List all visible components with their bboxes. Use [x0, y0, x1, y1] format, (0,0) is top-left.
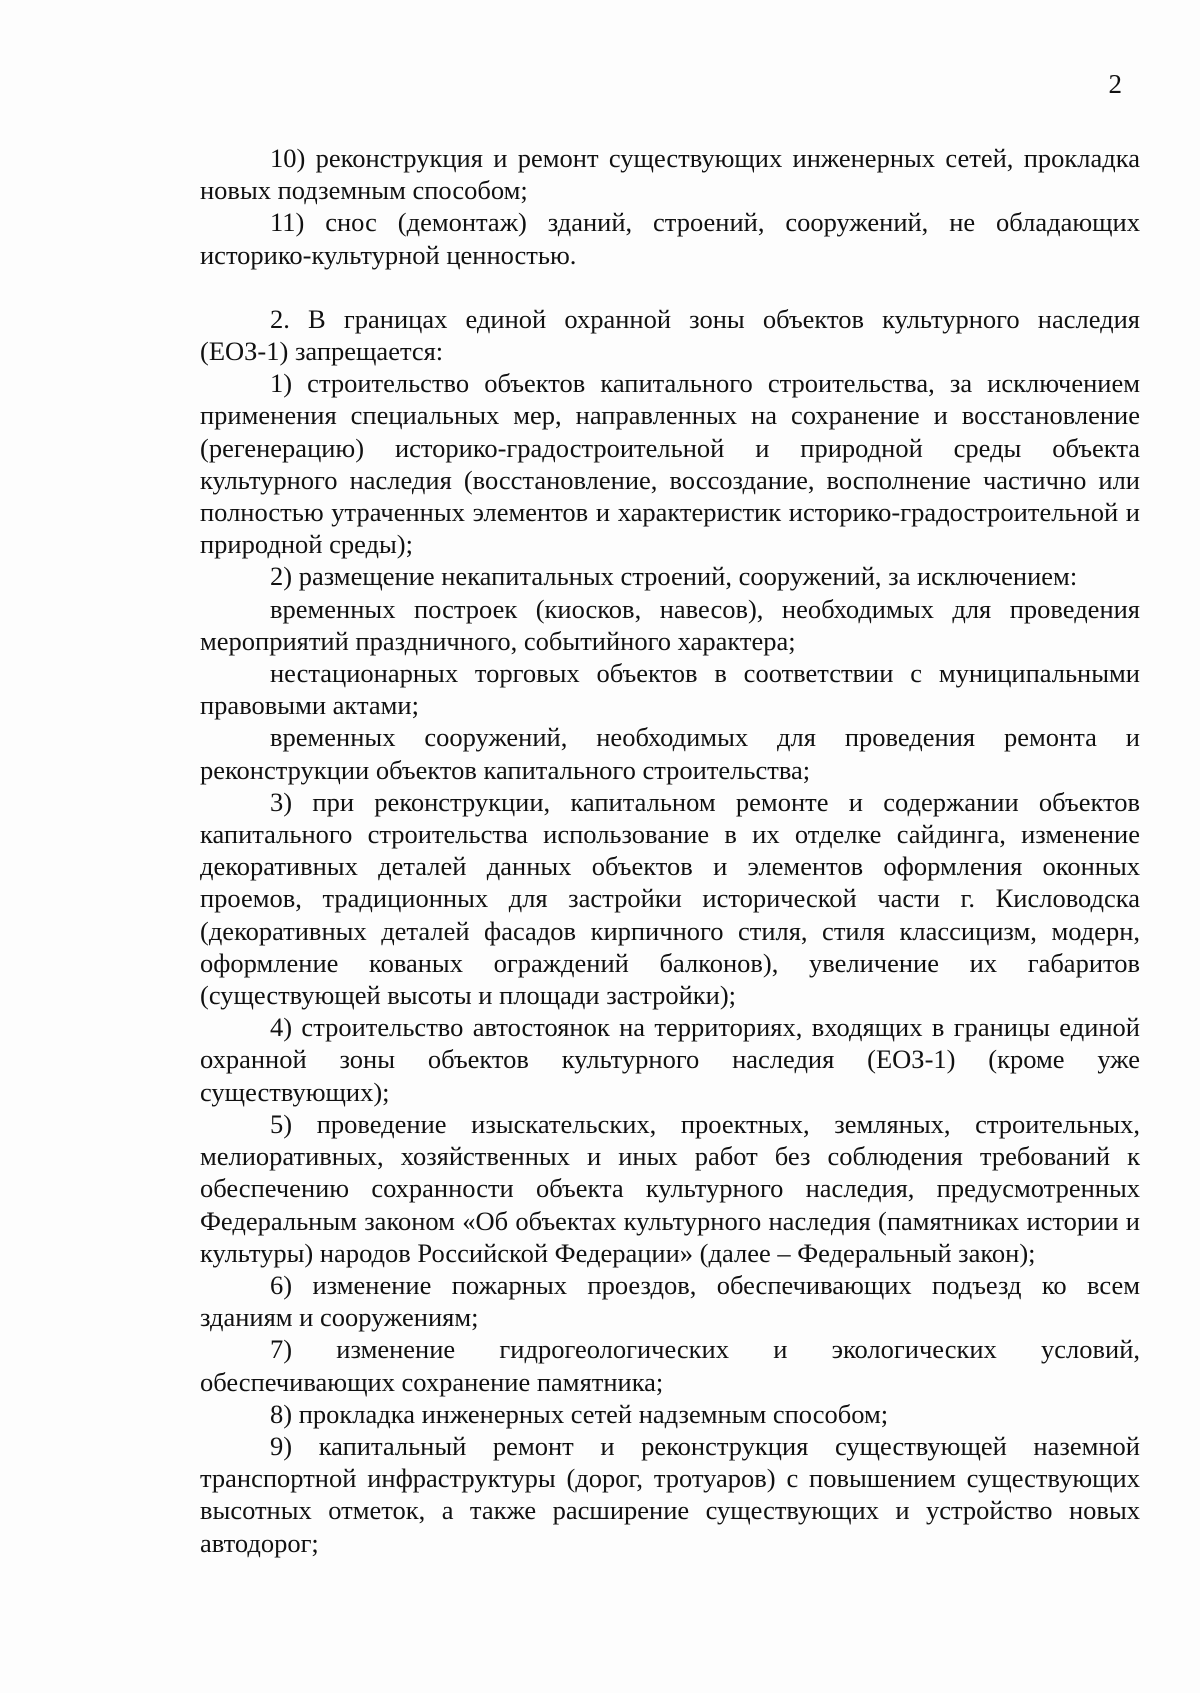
section-gap [200, 271, 1140, 303]
paragraph-subitem-temporary-buildings: временных построек (киосков, навесов), необходимых для проведения мероприятий праздничного, событийного характера; [200, 593, 1140, 656]
paragraph-item-7: 7) изменение гидрогеологических и экологических условий, обеспечивающих сохранение памятника; [200, 1334, 1140, 1397]
paragraph-item-6: 6) изменение пожарных проездов, обеспечивающих подъезд ко всем зданиям и сооружениям; [200, 1269, 1140, 1333]
paragraph-item-4: 4) строительство автостоянок на территориях, входящих в границы единой охранной зоны объектов культурного наследия (ЕОЗ-1) (кроме уже существующих); [200, 1012, 1140, 1107]
page-number: 2 [1108, 69, 1122, 99]
paragraph-item-2: 2) размещение некапитальных строений, сооружений, за исключением: [270, 561, 1078, 592]
paragraph-item-3: 3) при реконструкции, капитальном ремонте и содержании объектов капитального строительства использование в их отделке сайдинга, изменение декоративных деталей данных объектов и элементов оформления оконных проемов, традиционных для застройки исторической части г. Кисловодска (декоративных деталей фасадов кирпичного стиля, стиля классицизм, модерн, оформление кованых ограждений балконов), увеличение их габаритов (существующей высоты и площади застройки); [200, 786, 1140, 1011]
paragraph-item-1: 1) строительство объектов капитального строительства, за исключением применения специальных мер, направленных на сохранение и восстановление (регенерацию) историко-градостроительной и природной среды объекта культурного наследия (восстановление, воссоздание, восполнение частично или полностью утраченных элементов и характеристик историко-градостроительной и природной среды); [200, 368, 1140, 560]
paragraph-item-9: 9) капитальный ремонт и реконструкция существующей наземной транспортной инфраструктуры (дорог, тротуаров) с повышением существующих высотных отметок, а также расширение существующих и устройство новых автодорог; [200, 1430, 1140, 1558]
document-body [200, 142, 1140, 1559]
paragraph-item-10: 10) реконструкция и ремонт существующих инженерных сетей, прокладка новых подземным способом; [200, 143, 1140, 206]
paragraph-subitem-temporary-structures: временных сооружений, необходимых для проведения ремонта и реконструкции объектов капитального строительства; [200, 722, 1140, 785]
section-2-heading: 2. В границах единой охранной зоны объектов культурного наследия (ЕОЗ-1) запрещается: [200, 303, 1140, 367]
paragraph-item-5: 5) проведение изыскательских, проектных, земляных, строительных, мелиоративных, хозяйственных и иных работ без соблюдения требований к обеспечению сохранности объекта культурного наследия, предусмотренных Федеральным законом «Об объектах культурного наследия (памятниках истории и культуры) народов Российской Федерации» (далее – Федеральный закон); [200, 1108, 1140, 1268]
paragraph-subitem-retail-objects: нестационарных торговых объектов в соответствии с муниципальными правовыми актами; [200, 658, 1140, 721]
paragraph-item-11: 11) снос (демонтаж) зданий, строений, сооружений, не обладающих историко-культурной ценностью. [200, 207, 1140, 270]
paragraph-item-8: 8) прокладка инженерных сетей надземным способом; [270, 1398, 889, 1429]
